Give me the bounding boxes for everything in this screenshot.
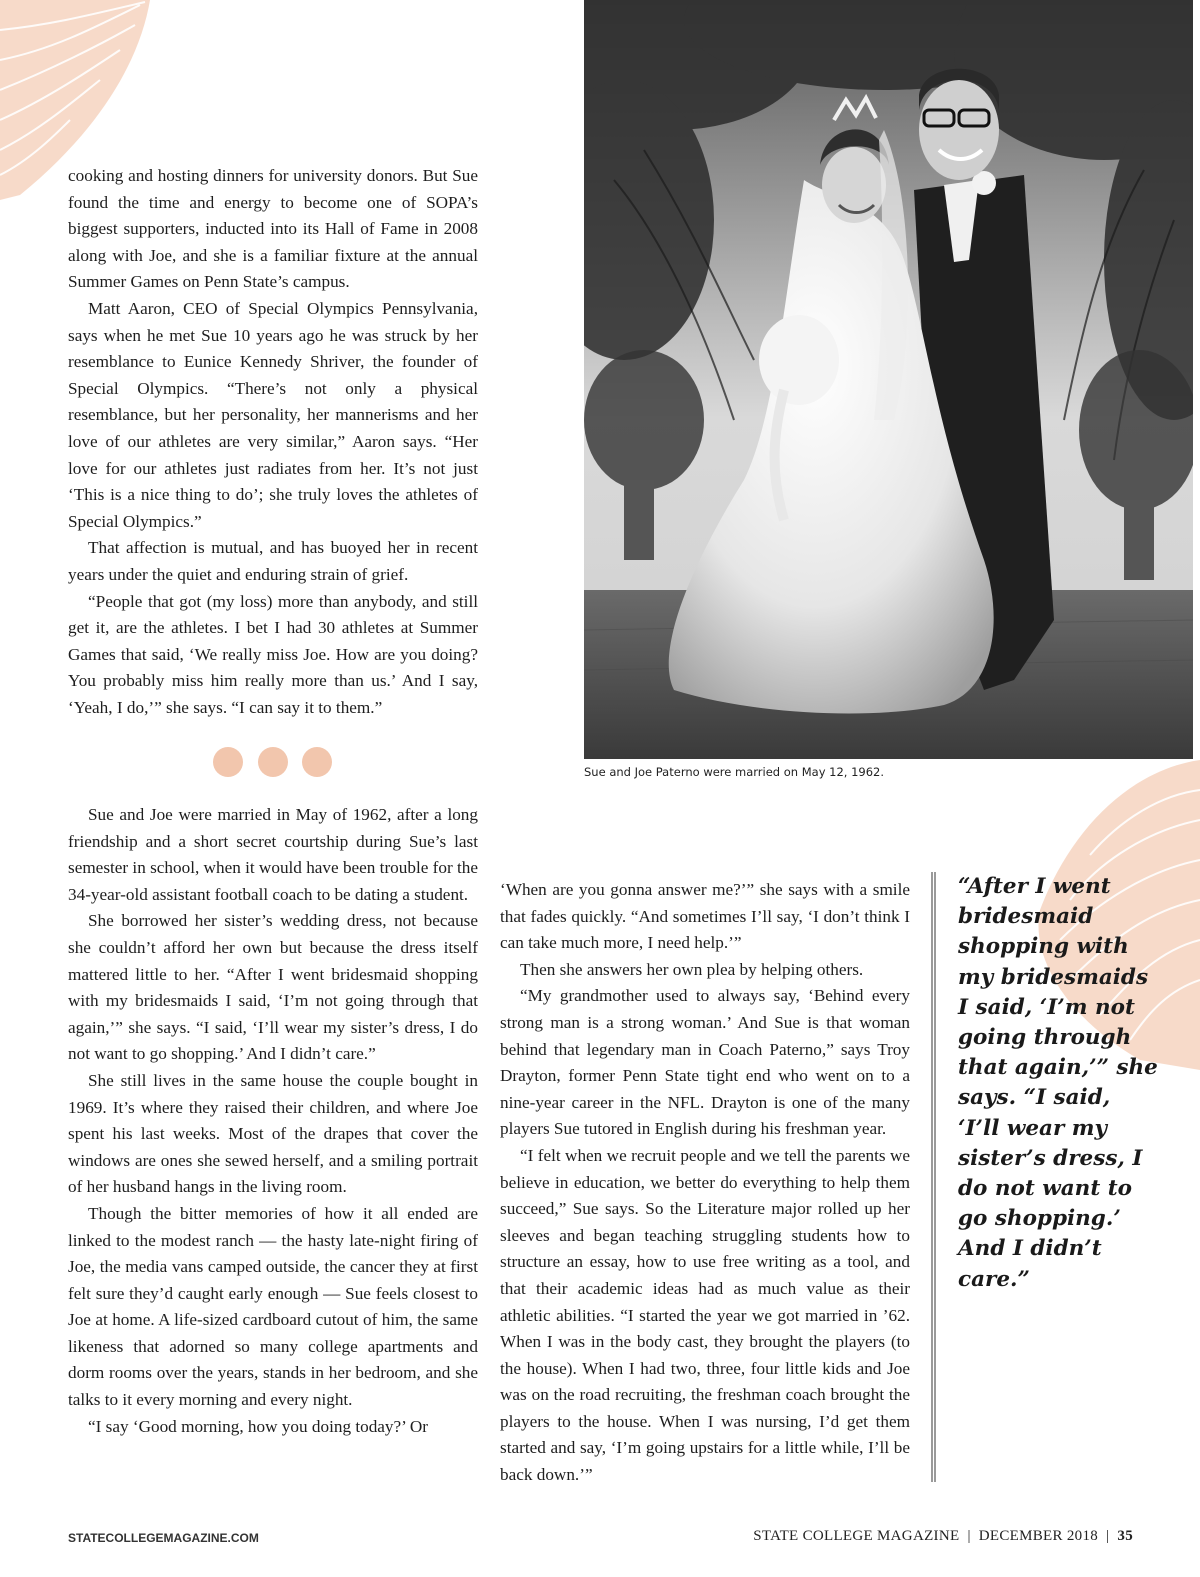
paragraph: She still lives in the same house the couple bought in 1969. It’s where they raised their children, and where Joe spent his last weeks. Most of the drapes that cover the windows are ones she sewed herself, and a smiling portrait of her husband hangs in the living room. bbox=[68, 1070, 478, 1197]
article-column-1-top bbox=[68, 163, 478, 721]
section-break-dot bbox=[302, 747, 332, 777]
section-break-dot bbox=[258, 747, 288, 777]
paragraph: She borrowed her sister’s wedding dress, not because she couldn’t afford her own but because the dress itself mattered little to her. “After I went bridesmaid shopping with my bridesmaids I said, ‘I’m not going through that again,’” she says. “I said, ‘I’ll wear my sister’s dress, I do not want to go shopping.’ And I didn’t care.” bbox=[68, 911, 478, 1064]
footer-website: STATECOLLEGEMAGAZINE.COM bbox=[68, 1531, 259, 1545]
pull-quote: “After I went bridesmaid shopping with my bridesmaids I said, ‘I’m not going through that again,’” she says. “I said, ‘I’ll wear my sister’s dress, I do not want to go shopping.’ And I didn’t care.” bbox=[958, 874, 1158, 1292]
paragraph: “People that got (my loss) more than anybody, and still get it, are the athletes. I bet I had 30 athletes at Summer Games that said, ‘We really miss Joe. How are you doing? You probably miss him really more than us.’ And I say, ‘Yeah, I do,’” she says. “I can say it to them.” bbox=[68, 591, 478, 717]
paragraph: cooking and hosting dinners for university donors. But Sue found the time and energy to become one of SOPA’s biggest supporters, inducted into its Hall of Fame in 2008 along with Joe, and she is a familiar fixture at the annual Summer Games on Penn State’s campus. bbox=[68, 166, 478, 292]
paragraph: Sue and Joe were married in May of 1962, after a long friendship and a short secret courtship during Sue’s last semester in school, when it would have been trouble for the 34-year-old assistant football coach to be dating a student. bbox=[68, 805, 478, 904]
footer-folio bbox=[753, 1528, 1133, 1545]
page-number: 35 bbox=[1117, 1528, 1133, 1544]
paragraph: “I felt when we recruit people and we tell the parents we believe in education, we better do everything to help them succeed,” Sue says. So the Literature major rolled up her sleeves and began teaching struggling students how to structure an essay, how to use free writing as a tool, and that their academic ideas had as much value as their athletic abilities. “I started the year we got married in ’62. When I was in the body cast, they brought the players (to the house). When I had two, three, four little kids and Joe was on the road recruiting, the freshman coach brought the players to the house. When I was nursing, I’d get them started and say, ‘I’m going upstairs for a little while, I’ll be back down.’” bbox=[500, 1145, 910, 1485]
footer-separator: | bbox=[967, 1528, 971, 1544]
paragraph: Then she answers her own plea by helping others. bbox=[520, 959, 864, 979]
photo-caption: Sue and Joe Paterno were married on May 12, 1962. bbox=[584, 765, 885, 779]
paragraph: “My grandmother used to always say, ‘Behind every strong man is a strong woman.’ And Sue is that woman behind that legendary man in Coach Paterno,” says Troy Drayton, former Penn State tight end who went on to a nine-year career in the NFL. Drayton is one of the many players Sue tutored in English during his freshman year. bbox=[500, 986, 910, 1139]
wedding-photo-image bbox=[584, 0, 1193, 759]
wedding-photo bbox=[584, 0, 1193, 759]
article-column-2 bbox=[500, 877, 910, 1489]
paragraph: That affection is mutual, and has buoyed her in recent years under the quiet and enduring strain of grief. bbox=[68, 538, 478, 584]
paragraph: “I say ‘Good morning, how you doing today?’ Or bbox=[88, 1416, 429, 1436]
paragraph: ‘When are you gonna answer me?’” she says with a smile that fades quickly. “And sometimes I’ll say, ‘I don’t think I can take much more, I need help.’” bbox=[500, 880, 910, 953]
paragraph: Though the bitter memories of how it all ended are linked to the modest ranch — the hasty late-night firing of Joe, the media vans camped outside, the cancer they at first felt sure they’d caught early enough — Sue feels closest to Joe at home. A life-sized cardboard cutout of him, the same likeness that adorned so many college apartments and dorm rooms over the years, stands in her bedroom, and she talks to it every morning and every night. bbox=[68, 1203, 478, 1410]
footer-issue-date: DECEMBER 2018 bbox=[978, 1528, 1099, 1544]
footer-magazine-name: STATE COLLEGE MAGAZINE bbox=[753, 1528, 960, 1544]
paragraph: Matt Aaron, CEO of Special Olympics Pennsylvania, says when he met Sue 10 years ago he was struck by her resemblance to Eunice Kennedy Shriver, the founder of Special Olympics. “There’s not only a physical resemblance, but her personality, her mannerisms and her love of our athletes are very similar,” Aaron says. “Her love for our athletes just radiates from her. It’s not just ‘This is a nice thing to do’; she truly loves the athletes of Special Olympics.” bbox=[68, 298, 478, 531]
pull-quote-rule bbox=[931, 872, 936, 1482]
article-column-1-bottom bbox=[68, 802, 478, 1440]
section-break-dot bbox=[213, 747, 243, 777]
footer-separator: | bbox=[1106, 1528, 1110, 1544]
